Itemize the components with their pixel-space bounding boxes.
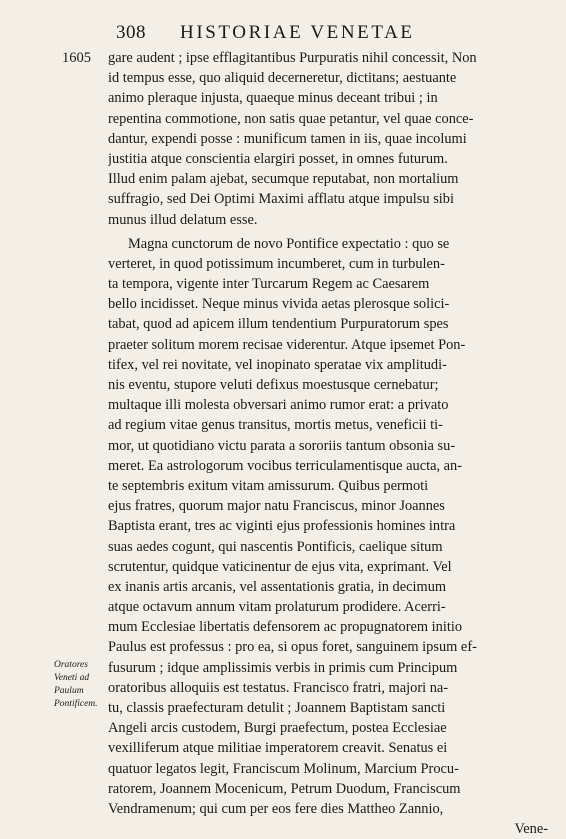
text-line: quatuor legatos legit, Franciscum Molinum, Marcium Procu- xyxy=(108,760,459,777)
text-line: atque octavum annum vitam prolaturum prodidere. Acerri- xyxy=(108,599,446,616)
text-line: te septembris exitum vitam amissurum. Quibus permoti xyxy=(108,477,429,494)
text-line: munus illud delatum esse. xyxy=(108,211,258,228)
text-line: tu, classis praefecturam detulit ; Joannem Baptistam sancti xyxy=(108,700,446,716)
text-line: verteret, in quod potissimum incumberet, cum in turbulen- xyxy=(108,255,445,272)
text-line: praeter solitum morem recisae viderentur. Atque ipsemet Pon- xyxy=(108,336,466,353)
text-line: ejus fratres, quorum major natu Franciscus, minor Joannes xyxy=(108,498,445,515)
text-line: id tempus esse, quo aliquid decerneretur, dictitans; aestuante xyxy=(108,70,457,87)
text-line: oratoribus alloquiis est testatus. Francisco fratri, majori na- xyxy=(108,679,449,696)
text-line: tabat, quod ad apicem illum tendentium Purpuratorum spes xyxy=(108,316,449,333)
text-line: scrutentur, quidque vaticinentur de ejus vita, exprimant. Vel xyxy=(108,558,452,575)
text-line: mum Ecclesiae libertatis defensorem ac propugnatorem initio xyxy=(108,619,463,636)
text-line: ta tempora, vigente inter Turcarum Regem ac Caesarem xyxy=(108,276,430,293)
margin-note-line: Oratores xyxy=(54,660,88,670)
text-line: mor, ut quotidiano victu parata a sororiis tantum obsonia su- xyxy=(108,437,456,454)
text-line: nis eventu, stupore veluti defixus moestusque cernebatur; xyxy=(108,377,439,393)
body-text xyxy=(108,48,548,839)
text-line: ad regium vitae genus transitus, mortis metus, veneficii ti- xyxy=(108,417,443,434)
text-line: vexilliferum atque militiae imperatorem creavit. Senatus ei xyxy=(108,740,448,757)
page-header xyxy=(108,22,548,48)
margin-year: 1605 xyxy=(62,50,91,66)
text-line: bello incidisset. Neque minus vivida aetas plerosque solici- xyxy=(108,296,450,313)
catchword: Vene- xyxy=(514,821,548,838)
text-line: fusurum ; idque amplissimis verbis in primis cum Principum xyxy=(108,659,458,676)
text-line: ratorem, Joannem Mocenicum, Petrum Duodum, Franciscum xyxy=(108,780,461,797)
text-line: suas aedes cogunt, qui nascentis Pontificis, caelique situm xyxy=(108,538,443,555)
margin-note-line: Veneti ad xyxy=(54,673,90,683)
paragraph-start-line: Magna cunctorum de novo Pontifice expectatio : quo se xyxy=(128,235,450,252)
page-number: 308 xyxy=(116,22,146,43)
text-line: gare audent ; ipse efflagitantibus Purpuratis nihil concessit, Non xyxy=(108,50,477,66)
text-line: Vendramenum; qui cum per eos fere dies Mattheo Zannio, xyxy=(108,800,444,817)
text-line: Illud enim palam ajebat, secumque reputabat, non mortalium xyxy=(108,171,459,188)
margin-note xyxy=(54,659,110,711)
margin-note-line: Pontificem. xyxy=(54,699,98,709)
text-line: tifex, vel rei novitate, vel inopinato speratae vix amplitudi- xyxy=(108,356,447,373)
running-head: HISTORIAE VENETAE xyxy=(180,22,415,43)
text-line: meret. Ea astrologorum vocibus terriculamentisque aucta, an- xyxy=(108,457,463,474)
text-line: dantur, expendi posse : munificum tamen in iis, quae incolumi xyxy=(108,130,467,147)
text-line: suffragio, sed Dei Optimi Maximi afflatu atque impulsu sibi xyxy=(108,191,454,208)
text-line: justitia atque conscientia elargiri posset, in omnes futurum. xyxy=(108,150,448,167)
text-line: Angeli arcis custodem, Burgi praefectum, postea Ecclesiae xyxy=(108,720,447,737)
text-line: animo pleraque injusta, quaeque minus deceant tribui ; in xyxy=(108,90,438,107)
margin-note-line: Paulum xyxy=(54,686,84,696)
text-line: Baptista erant, tres ac viginti ejus professionis homines intra xyxy=(108,518,456,535)
text-line: Paulus est professus : pro ea, si opus foret, sanguinem ipsum ef- xyxy=(108,639,477,656)
text-line: ex inanis artis arcanis, vel assentationis gratia, in decimum xyxy=(108,578,447,595)
text-line: multaque illi molesta obversari animo rumor erat: a privato xyxy=(108,397,449,414)
text-line: repentina commotione, non satis quae petantur, vel quae conce- xyxy=(108,110,474,127)
